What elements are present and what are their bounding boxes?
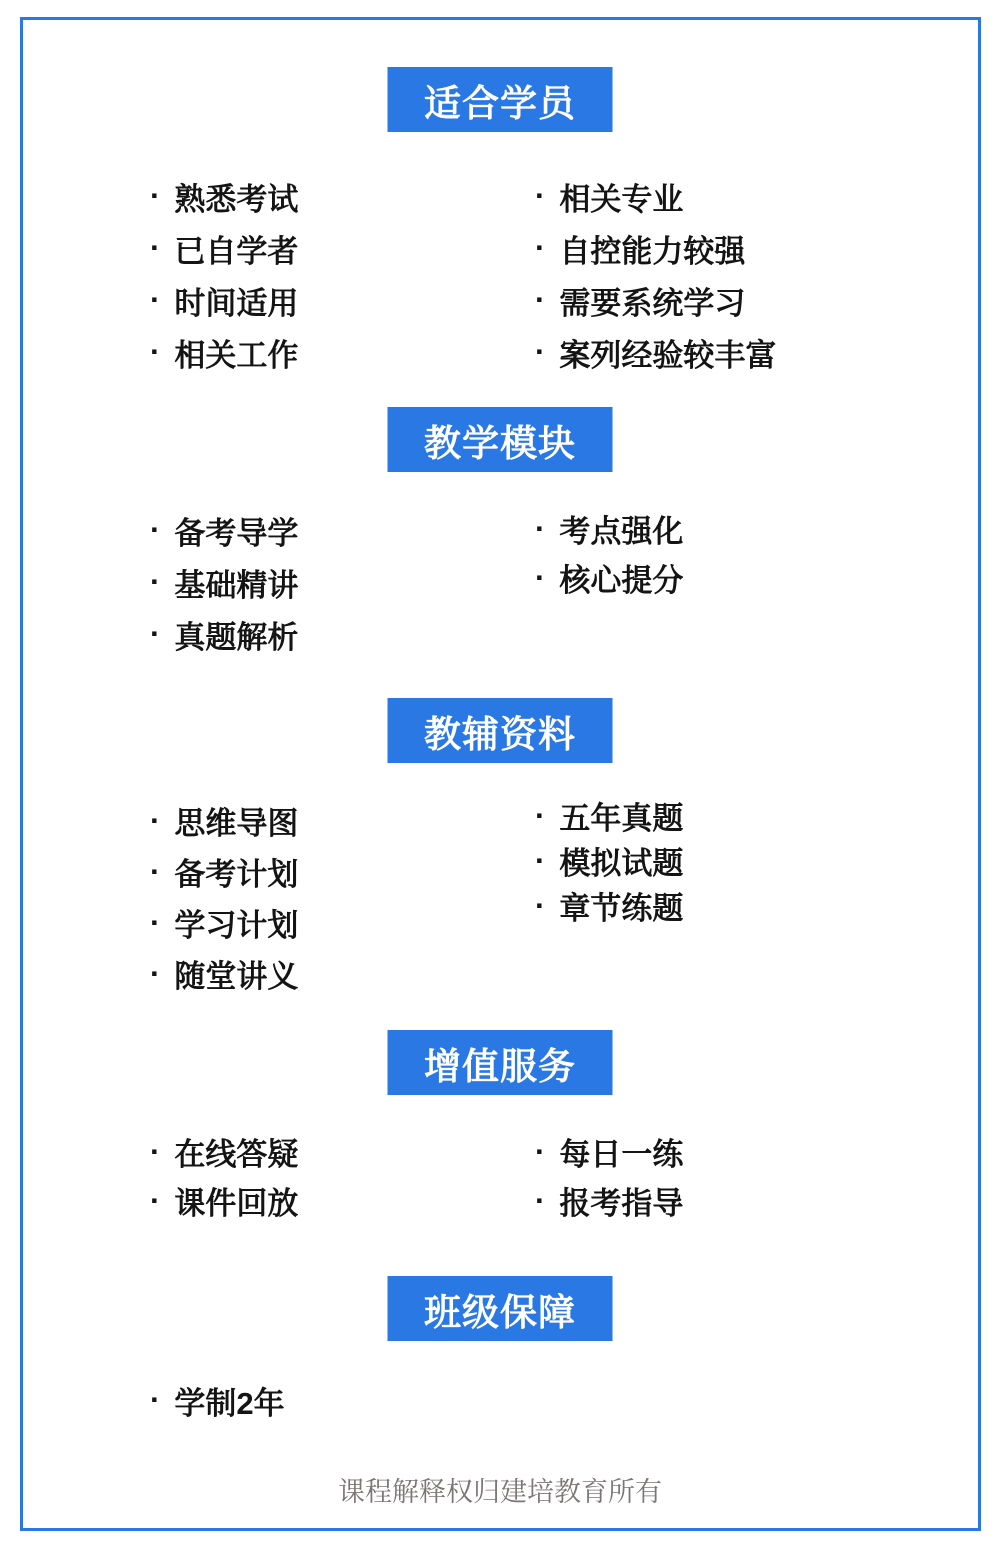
list-item <box>150 608 298 660</box>
list-item <box>535 326 776 378</box>
bullet-icon: · <box>150 1182 161 1218</box>
section-title: 适合学员 <box>424 82 576 124</box>
study-materials-right-column <box>535 793 683 928</box>
list-item <box>150 274 298 326</box>
section-header-value-added-services <box>388 1030 613 1095</box>
list-item-label: 已自学者 <box>174 233 299 269</box>
bullet-icon: · <box>535 887 546 923</box>
list-item-label: 章节练题 <box>559 891 684 926</box>
bullet-icon: · <box>150 904 161 940</box>
list-item-label: 基础精讲 <box>174 567 299 603</box>
section-header-suitable-students <box>388 67 613 132</box>
section-title: 教学模块 <box>424 422 576 464</box>
list-item <box>535 1127 683 1176</box>
list-item <box>150 948 298 999</box>
list-item <box>535 170 776 222</box>
list-item-label: 思维导图 <box>174 806 299 841</box>
value-added-services-right-column <box>535 1127 683 1225</box>
list-item-label: 随堂讲义 <box>174 959 299 994</box>
value-added-services-left-column <box>150 1127 298 1225</box>
teaching-modules-left-column <box>150 504 298 660</box>
bullet-icon: · <box>535 230 546 265</box>
bullet-icon: · <box>150 334 161 369</box>
list-item <box>535 793 683 838</box>
list-item-label: 备考计划 <box>174 857 299 892</box>
list-item-label: 真题解析 <box>174 619 299 655</box>
list-item <box>150 897 298 948</box>
list-item <box>150 1374 285 1426</box>
list-item-label: 课件回放 <box>174 1186 299 1221</box>
list-item <box>535 1176 683 1225</box>
list-item <box>535 274 776 326</box>
suitable-students-left-column <box>150 170 298 378</box>
list-item-label: 相关专业 <box>559 181 684 217</box>
copyright-note: 课程解释权归建培教育所有 <box>338 1477 662 1507</box>
list-item-label: 在线答疑 <box>174 1137 299 1172</box>
section-header-class-guarantee <box>388 1276 613 1341</box>
list-item <box>535 222 776 274</box>
list-item <box>150 1176 298 1225</box>
bullet-icon: · <box>535 1182 546 1218</box>
bullet-icon: · <box>535 282 546 317</box>
class-guarantee-left-column <box>150 1374 285 1426</box>
bullet-icon: · <box>535 334 546 369</box>
list-item <box>150 222 298 274</box>
list-item-label: 案列经验较丰富 <box>559 337 777 373</box>
section-header-study-materials <box>388 698 613 763</box>
list-item <box>535 553 683 602</box>
list-item-label: 相关工作 <box>174 337 299 373</box>
bullet-icon: · <box>150 1133 161 1169</box>
bullet-icon: · <box>535 178 546 213</box>
bullet-icon: · <box>535 1133 546 1169</box>
bullet-icon: · <box>150 564 161 599</box>
suitable-students-right-column <box>535 170 776 378</box>
section-header-teaching-modules <box>388 407 613 472</box>
bullet-icon: · <box>150 853 161 889</box>
section-title: 教辅资料 <box>424 713 576 755</box>
list-item-label: 模拟试题 <box>559 846 684 881</box>
list-item-label: 报考指导 <box>559 1186 684 1221</box>
list-item <box>150 170 298 222</box>
list-item-label: 需要系统学习 <box>559 285 746 321</box>
list-item <box>150 326 298 378</box>
list-item-label: 每日一练 <box>559 1137 684 1172</box>
list-item <box>535 883 683 928</box>
bullet-icon: · <box>535 842 546 878</box>
list-item-label: 自控能力较强 <box>559 233 746 269</box>
list-item-label: 五年真题 <box>559 801 684 836</box>
list-item-label: 时间适用 <box>174 285 299 321</box>
section-title: 增值服务 <box>424 1045 576 1087</box>
section-title: 班级保障 <box>424 1291 576 1333</box>
bullet-icon: · <box>150 1382 161 1417</box>
bullet-icon: · <box>535 559 546 595</box>
bullet-icon: · <box>150 282 161 317</box>
list-item <box>150 1127 298 1176</box>
bullet-icon: · <box>535 510 546 546</box>
list-item-label: 学制2年 <box>174 1385 285 1421</box>
bullet-icon: · <box>150 178 161 213</box>
list-item-label: 核心提分 <box>559 563 684 598</box>
bullet-icon: · <box>535 797 546 833</box>
bullet-icon: · <box>150 802 161 838</box>
list-item <box>535 838 683 883</box>
list-item <box>150 846 298 897</box>
list-item-label: 学习计划 <box>174 908 299 943</box>
list-item <box>535 504 683 553</box>
bullet-icon: · <box>150 512 161 547</box>
bullet-icon: · <box>150 616 161 651</box>
list-item <box>150 556 298 608</box>
list-item <box>150 504 298 556</box>
bullet-icon: · <box>150 955 161 991</box>
bullet-icon: · <box>150 230 161 265</box>
teaching-modules-right-column <box>535 504 683 602</box>
study-materials-left-column <box>150 795 298 999</box>
list-item-label: 熟悉考试 <box>174 181 299 217</box>
list-item <box>150 795 298 846</box>
list-item-label: 考点强化 <box>559 514 684 549</box>
list-item-label: 备考导学 <box>174 515 299 551</box>
